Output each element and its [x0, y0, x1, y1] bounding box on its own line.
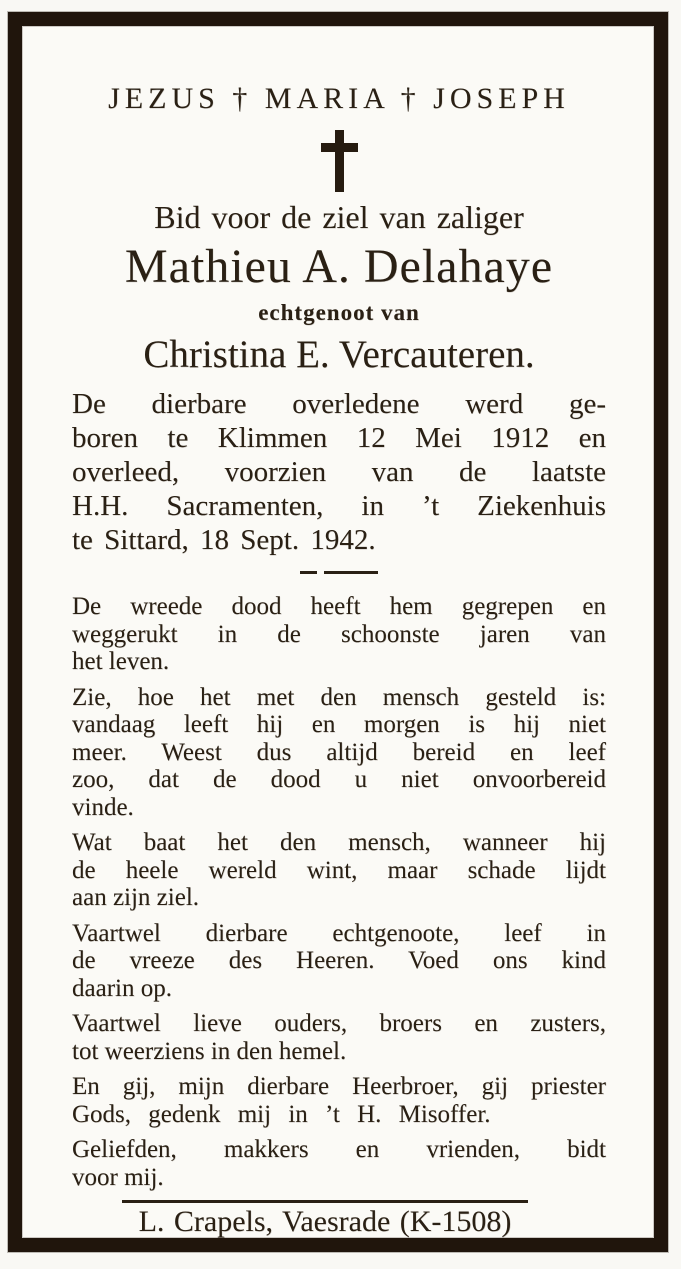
- deceased-name: Mathieu A. Delahaye: [124, 240, 554, 293]
- relation-line: echtgenoot van: [258, 300, 420, 325]
- text-line: overleed, voorzien van de laatste: [72, 456, 606, 488]
- text-line: En gij, mijn dierbare Heerbroer, gij priester: [72, 1073, 606, 1100]
- text-line: Vaartwel lieve ouders, broers en zusters,: [72, 1010, 606, 1037]
- text-line: meer. Weest dus altijd bereid en leef: [72, 738, 606, 766]
- text-line: H.H. Sacramenten, in ’t Ziekenhuis: [72, 490, 606, 522]
- text-line: Vaartwel dierbare echtgenoote, leef in: [72, 919, 606, 947]
- paragraph: [72, 829, 606, 912]
- text-line: aan zijn ziel.: [72, 884, 200, 911]
- paragraph: [72, 1136, 606, 1191]
- paragraph: [72, 593, 606, 676]
- paragraph: [72, 1010, 606, 1065]
- text-line: vandaag leeft hij en morgen is hij niet: [72, 711, 606, 738]
- paragraph: [72, 920, 606, 1003]
- printer-imprint-block: [58, 1200, 592, 1240]
- text-line: de vreeze des Heeren. Voed ons kind: [72, 947, 606, 974]
- text-line: Gods, gedenk mij in ’t H. Misoffer.: [72, 1100, 491, 1128]
- text-line: weggerukt in de schoonste jaren van: [72, 620, 606, 648]
- section-divider: [300, 571, 378, 574]
- pray-line: Bid voor de ziel van zaliger: [154, 199, 524, 235]
- text-line: voor mij.: [72, 1163, 164, 1191]
- text-line: zoo, dat de dood u niet onvoorbereid: [72, 766, 606, 793]
- life-summary: [72, 387, 606, 557]
- printer-imprint: L. Crapels, Vaesrade (K-1508): [138, 1205, 512, 1238]
- text-line: vinde.: [72, 793, 134, 821]
- text-line: De dierbare overledene werd ge-: [72, 388, 606, 420]
- memorial-card: [8, 12, 668, 1252]
- text-line: tot weerziens in den hemel.: [72, 1037, 347, 1065]
- text-line: de heele wereld wint, maar schade lijdt: [72, 856, 606, 884]
- text-line: Geliefden, makkers en vrienden, bidt: [72, 1136, 606, 1163]
- text-line: De wreede dood heeft hem gegrepen en: [72, 593, 606, 620]
- text-line: Zie, hoe het met den mensch gesteld is:: [72, 683, 606, 711]
- paragraph: [72, 1073, 606, 1128]
- death-date-line: te Sittard, 18 Sept. 1942.: [72, 524, 376, 556]
- divider-line: [324, 571, 378, 574]
- cross-icon: [335, 130, 344, 192]
- spouse-name: Christina E. Vercauteren.: [143, 333, 535, 376]
- paragraph: [72, 684, 606, 822]
- text-line: boren te Klimmen 12 Mei 1912 en: [72, 422, 606, 454]
- text-line: het leven.: [72, 648, 170, 675]
- text-line: Wat baat het den mensch, wanneer hij: [72, 829, 606, 856]
- divider-dash: [300, 571, 317, 574]
- invocation-heading: JEZUS † MARIA † JOSEPH: [108, 82, 570, 115]
- text-line: daarin op.: [72, 974, 172, 1002]
- devotional-text: [72, 593, 606, 1191]
